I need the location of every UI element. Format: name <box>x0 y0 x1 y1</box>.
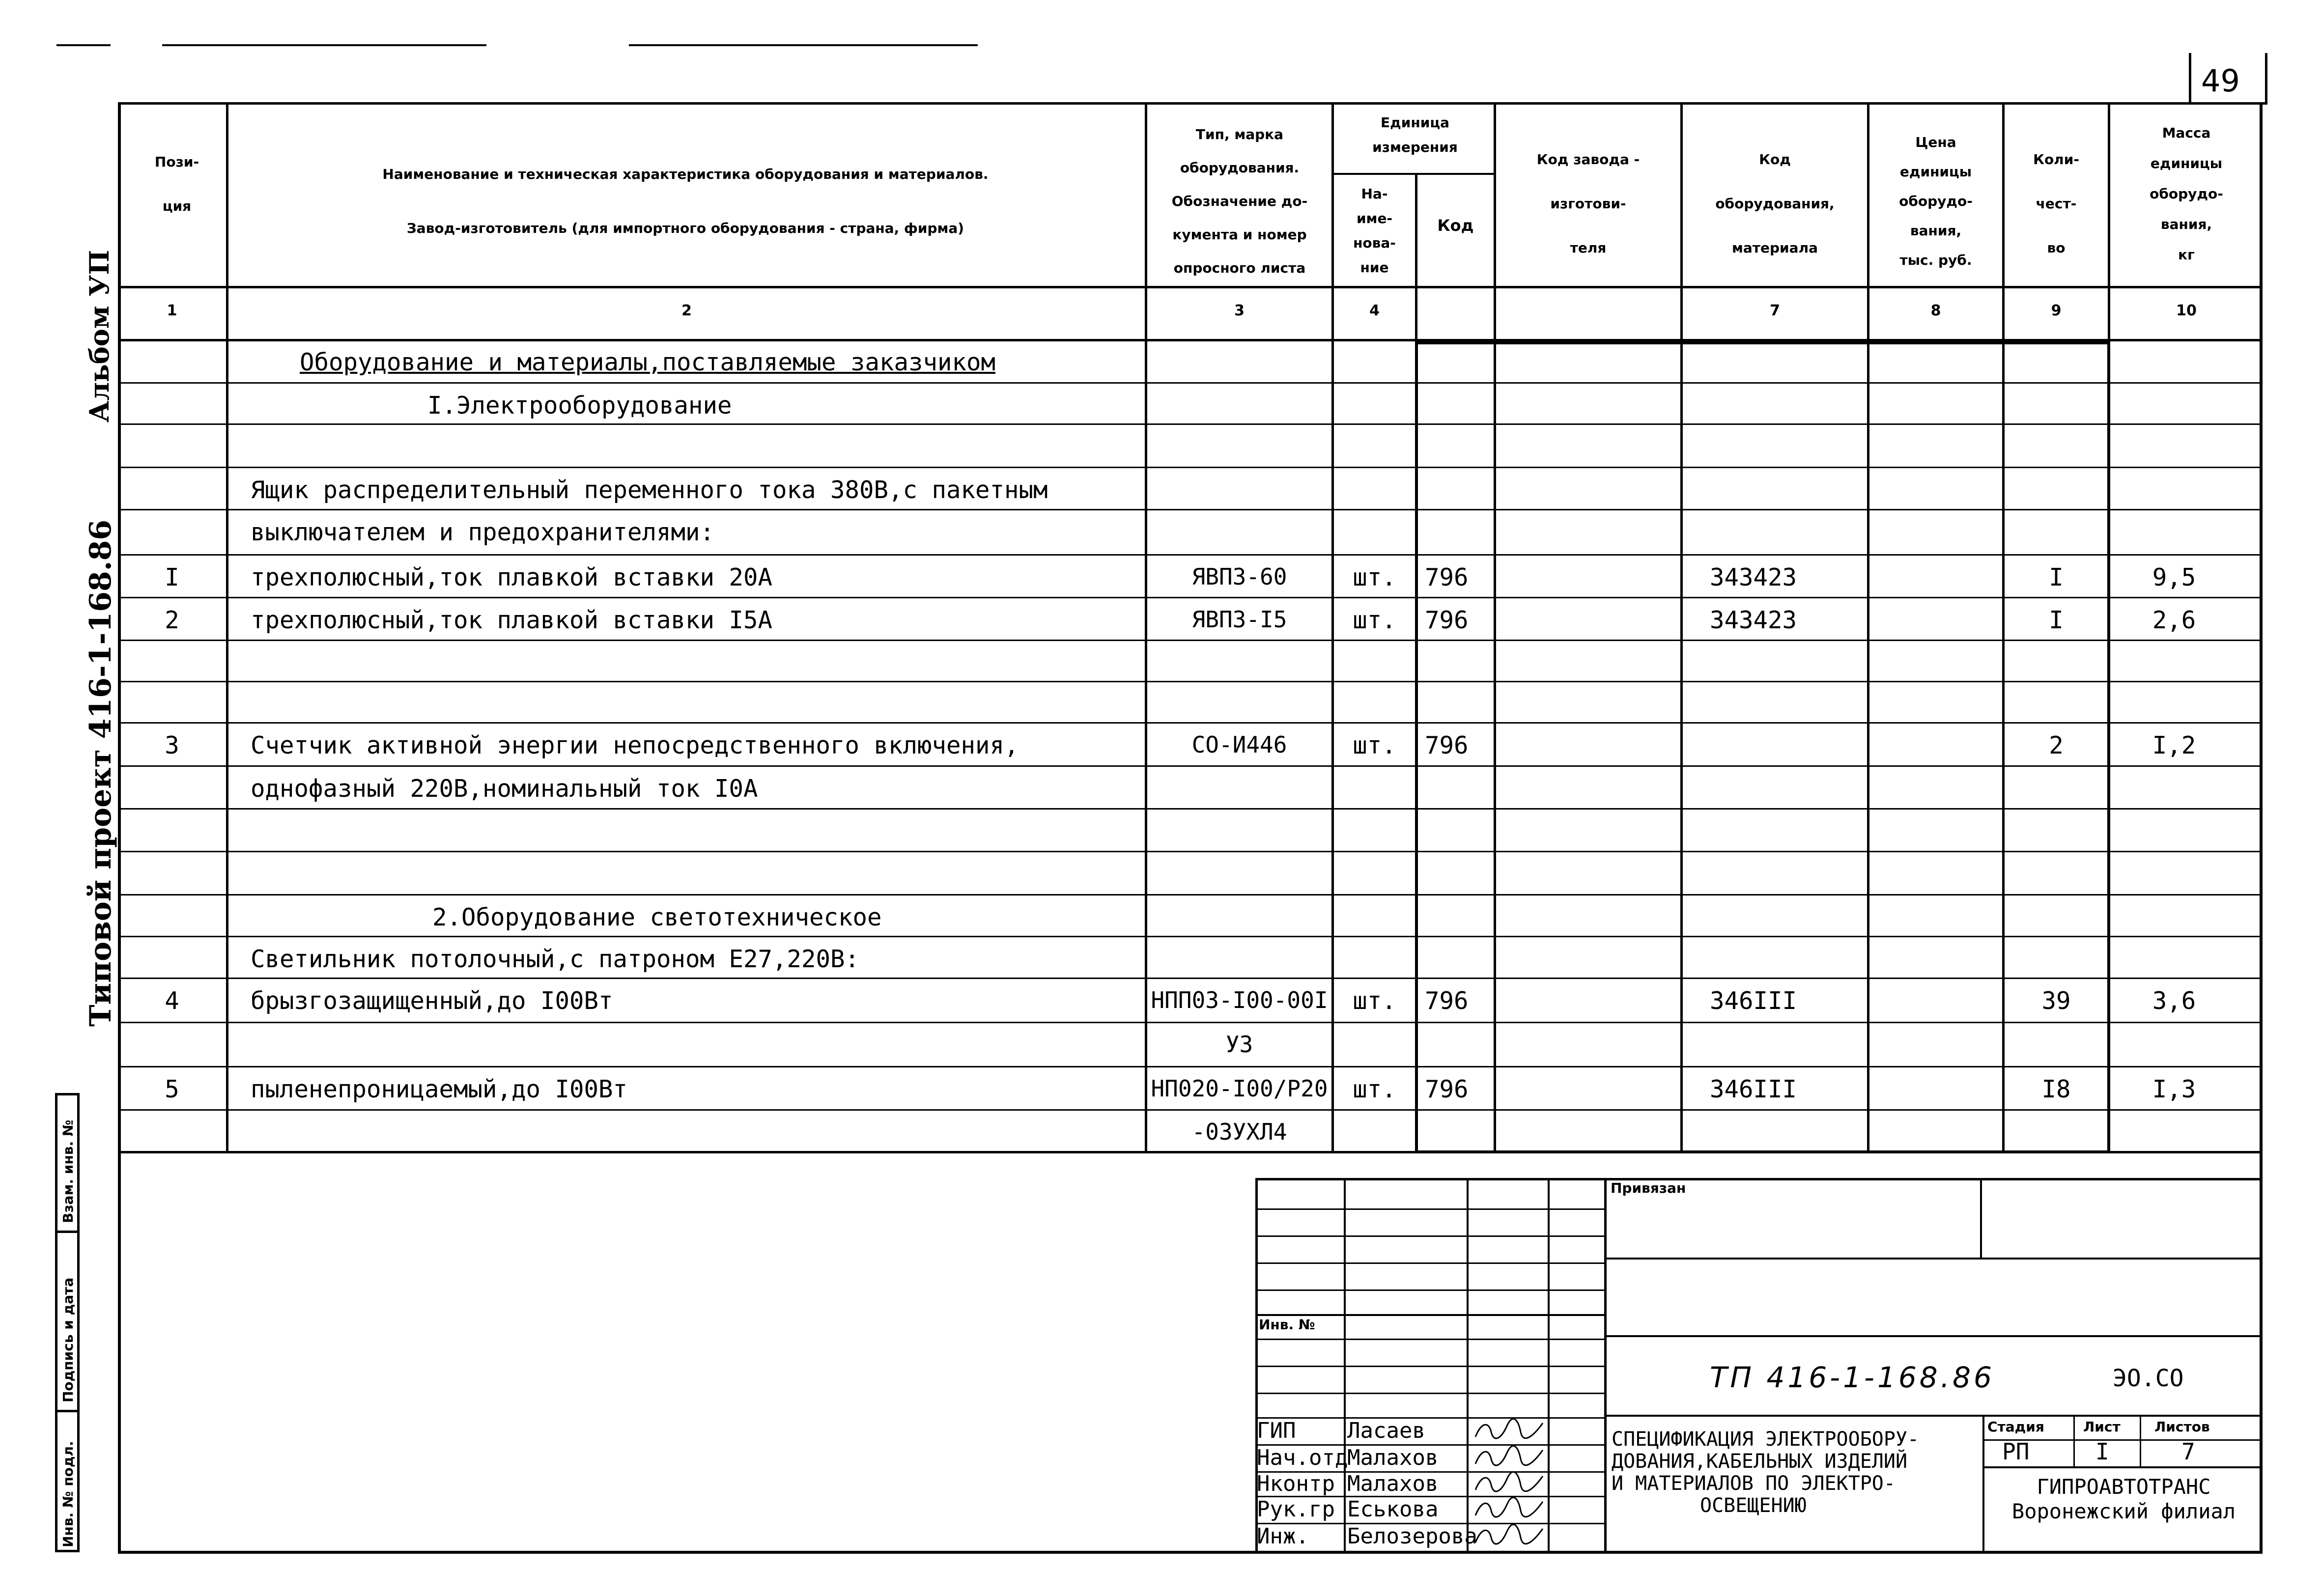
signatory-role: Рук.гр <box>1257 1497 1335 1522</box>
col-number-2: 2 <box>681 302 692 319</box>
row-equipment-code: 346III <box>1710 987 1797 1015</box>
row-position: 3 <box>165 731 179 759</box>
row-unit-code: 796 <box>1425 1075 1469 1103</box>
signatory-name: Ласаев <box>1347 1418 1425 1443</box>
album-label: Альбом УП <box>84 250 115 422</box>
row-position: 5 <box>165 1075 179 1103</box>
header-position: Пози- ция <box>154 154 199 214</box>
inv-no-label: Инв. № <box>1259 1316 1315 1333</box>
header-factory-code: Код завода - изготови- теля <box>1536 151 1640 256</box>
row-name: Счетчик активной энергии непосредственного включения, <box>251 731 1019 759</box>
row-quantity: I <box>2049 606 2064 634</box>
row-quantity: I8 <box>2041 1075 2071 1103</box>
signatory-role: ГИП <box>1257 1418 1296 1443</box>
signature-icon <box>1472 1496 1545 1521</box>
header-mass: Масса единицы оборудо- вания, кг <box>2150 125 2223 263</box>
col-number-10: 10 <box>2176 302 2197 319</box>
row-name: выключателем и предохранителями: <box>251 518 715 546</box>
row-equipment-code: 343423 <box>1710 606 1797 634</box>
row-type: -03УХЛ4 <box>1191 1119 1287 1145</box>
stadia-label: Стадия <box>1987 1419 2044 1435</box>
signature-icon <box>1472 1470 1545 1496</box>
sheet-code: ЭО.СО <box>2113 1365 2184 1392</box>
row-name: Светильник потолочный,с патроном Е27,220В: <box>251 945 860 973</box>
signature-icon <box>1472 1444 1545 1470</box>
side-label-podpis: Подпись и дата <box>60 1277 76 1402</box>
row-unit: шт. <box>1353 731 1396 759</box>
row-name: пыленепроницаемый,до I00Вт <box>251 1075 628 1103</box>
row-name: Оборудование и материалы,поставляемые заказчиком <box>300 348 996 376</box>
row-name: трехполюсный,ток плавкой вставки 20А <box>251 563 773 591</box>
header-type: Тип, марка оборудования. Обозначение до- кумента и номер опросного листа <box>1171 126 1308 276</box>
row-mass: 3,6 <box>2152 987 2196 1015</box>
organization: ГИПРОАВТОТРАНС Воронежский филиал <box>2011 1475 2236 1523</box>
project-label: Типовой проект 416-1-168.86 <box>84 519 118 1027</box>
list-label: Лист <box>2083 1419 2121 1435</box>
row-position: 2 <box>165 606 179 634</box>
row-name: однофазный 220В,номинальный ток I0А <box>251 775 758 803</box>
row-name: Ящик распределительный переменного тока 380В,с пакетным <box>251 476 1048 504</box>
doc-code: ТП 416-1-168.86 <box>1710 1361 1995 1394</box>
row-equipment-code: 346III <box>1710 1075 1797 1103</box>
listov-value: 7 <box>2181 1438 2195 1465</box>
col-number-1: 1 <box>167 302 177 319</box>
header-price: Цена единицы оборудо- вания, тыс. руб. <box>1899 134 1973 268</box>
row-unit: шт. <box>1353 1075 1396 1103</box>
signature-icon <box>1472 1417 1545 1443</box>
header-unit-group: Единица измерения <box>1372 114 1458 155</box>
row-position: 4 <box>165 987 179 1015</box>
row-type: ЯВПЗ-I5 <box>1191 606 1287 633</box>
page-number: 49 <box>2201 63 2240 99</box>
row-unit: шт. <box>1353 606 1396 634</box>
privyazan-label: Привязан <box>1611 1180 1686 1196</box>
side-label-vzam: Взам. инв. № <box>60 1120 76 1223</box>
row-name: брызгозащищенный,до I00Вт <box>251 987 613 1015</box>
col-number-4: 4 <box>1369 302 1380 319</box>
row-equipment-code: 343423 <box>1710 563 1797 591</box>
side-label-inv-podl: Инв. № подл. <box>60 1441 76 1547</box>
signatory-name: Малахов <box>1347 1471 1439 1496</box>
row-type: У3 <box>1225 1031 1253 1058</box>
row-mass: I,3 <box>2152 1075 2196 1103</box>
header-name: Наименование и техническая характеристика оборудования и материалов. Завод-изготовитель (для импортного оборудования - страна, фирма) <box>382 166 989 236</box>
document-title: СПЕЦИФИКАЦИЯ ЭЛЕКТРООБОРУ- ДОВАНИЯ,КАБЕЛЬНЫХ ИЗДЕЛИЙ И МАТЕРИАЛОВ ПО ЭЛЕКТРО- ОСВЕЩЕНИЮ <box>1612 1428 1920 1517</box>
row-unit: шт. <box>1353 987 1396 1015</box>
row-name: I.Электрооборудование <box>427 392 732 420</box>
signatory-role: Инж. <box>1257 1524 1309 1549</box>
row-mass: 9,5 <box>2152 563 2196 591</box>
row-name: трехполюсный,ток плавкой вставки I5А <box>251 606 773 634</box>
signatory-role: Нач.отд <box>1257 1445 1348 1470</box>
row-mass: 2,6 <box>2152 606 2196 634</box>
row-unit-code: 796 <box>1425 563 1469 591</box>
col-number-3: 3 <box>1234 302 1245 319</box>
row-quantity: 39 <box>2041 987 2071 1015</box>
header-equipment-code: Код оборудования, материала <box>1715 151 1835 256</box>
col-number-9: 9 <box>2051 302 2062 319</box>
listov-label: Листов <box>2154 1419 2210 1435</box>
signatory-name: Еськова <box>1347 1497 1439 1522</box>
signatory-name: Малахов <box>1347 1445 1439 1470</box>
header-unit-code: Код <box>1437 216 1474 235</box>
row-unit-code: 796 <box>1425 731 1469 759</box>
row-type: ЯВПЗ-60 <box>1191 563 1287 590</box>
col-number-7: 7 <box>1770 302 1780 319</box>
row-unit-code: 796 <box>1425 987 1469 1015</box>
row-position: I <box>165 563 179 591</box>
stadia-value: РП <box>2002 1438 2030 1465</box>
row-type: НП020-I00/Р20 <box>1151 1075 1328 1102</box>
row-unit: шт. <box>1353 563 1396 591</box>
row-name: 2.Оборудование светотехническое <box>432 903 882 931</box>
signatory-name: Белозерова <box>1347 1524 1477 1549</box>
row-mass: I,2 <box>2152 731 2196 759</box>
signatory-role: Нконтр <box>1257 1471 1335 1496</box>
col-number-8: 8 <box>1930 302 1941 319</box>
row-type: НПП03-I00-00I <box>1151 987 1328 1013</box>
row-type: СО-И446 <box>1191 731 1287 758</box>
header-quantity: Коли- чест- во <box>2033 151 2079 256</box>
signature-icon <box>1472 1523 1545 1548</box>
list-value: I <box>2095 1438 2109 1465</box>
row-unit-code: 796 <box>1425 606 1469 634</box>
header-unit-name: На- име- нова- ние <box>1353 186 1396 276</box>
row-quantity: 2 <box>2049 731 2064 759</box>
row-quantity: I <box>2049 563 2064 591</box>
